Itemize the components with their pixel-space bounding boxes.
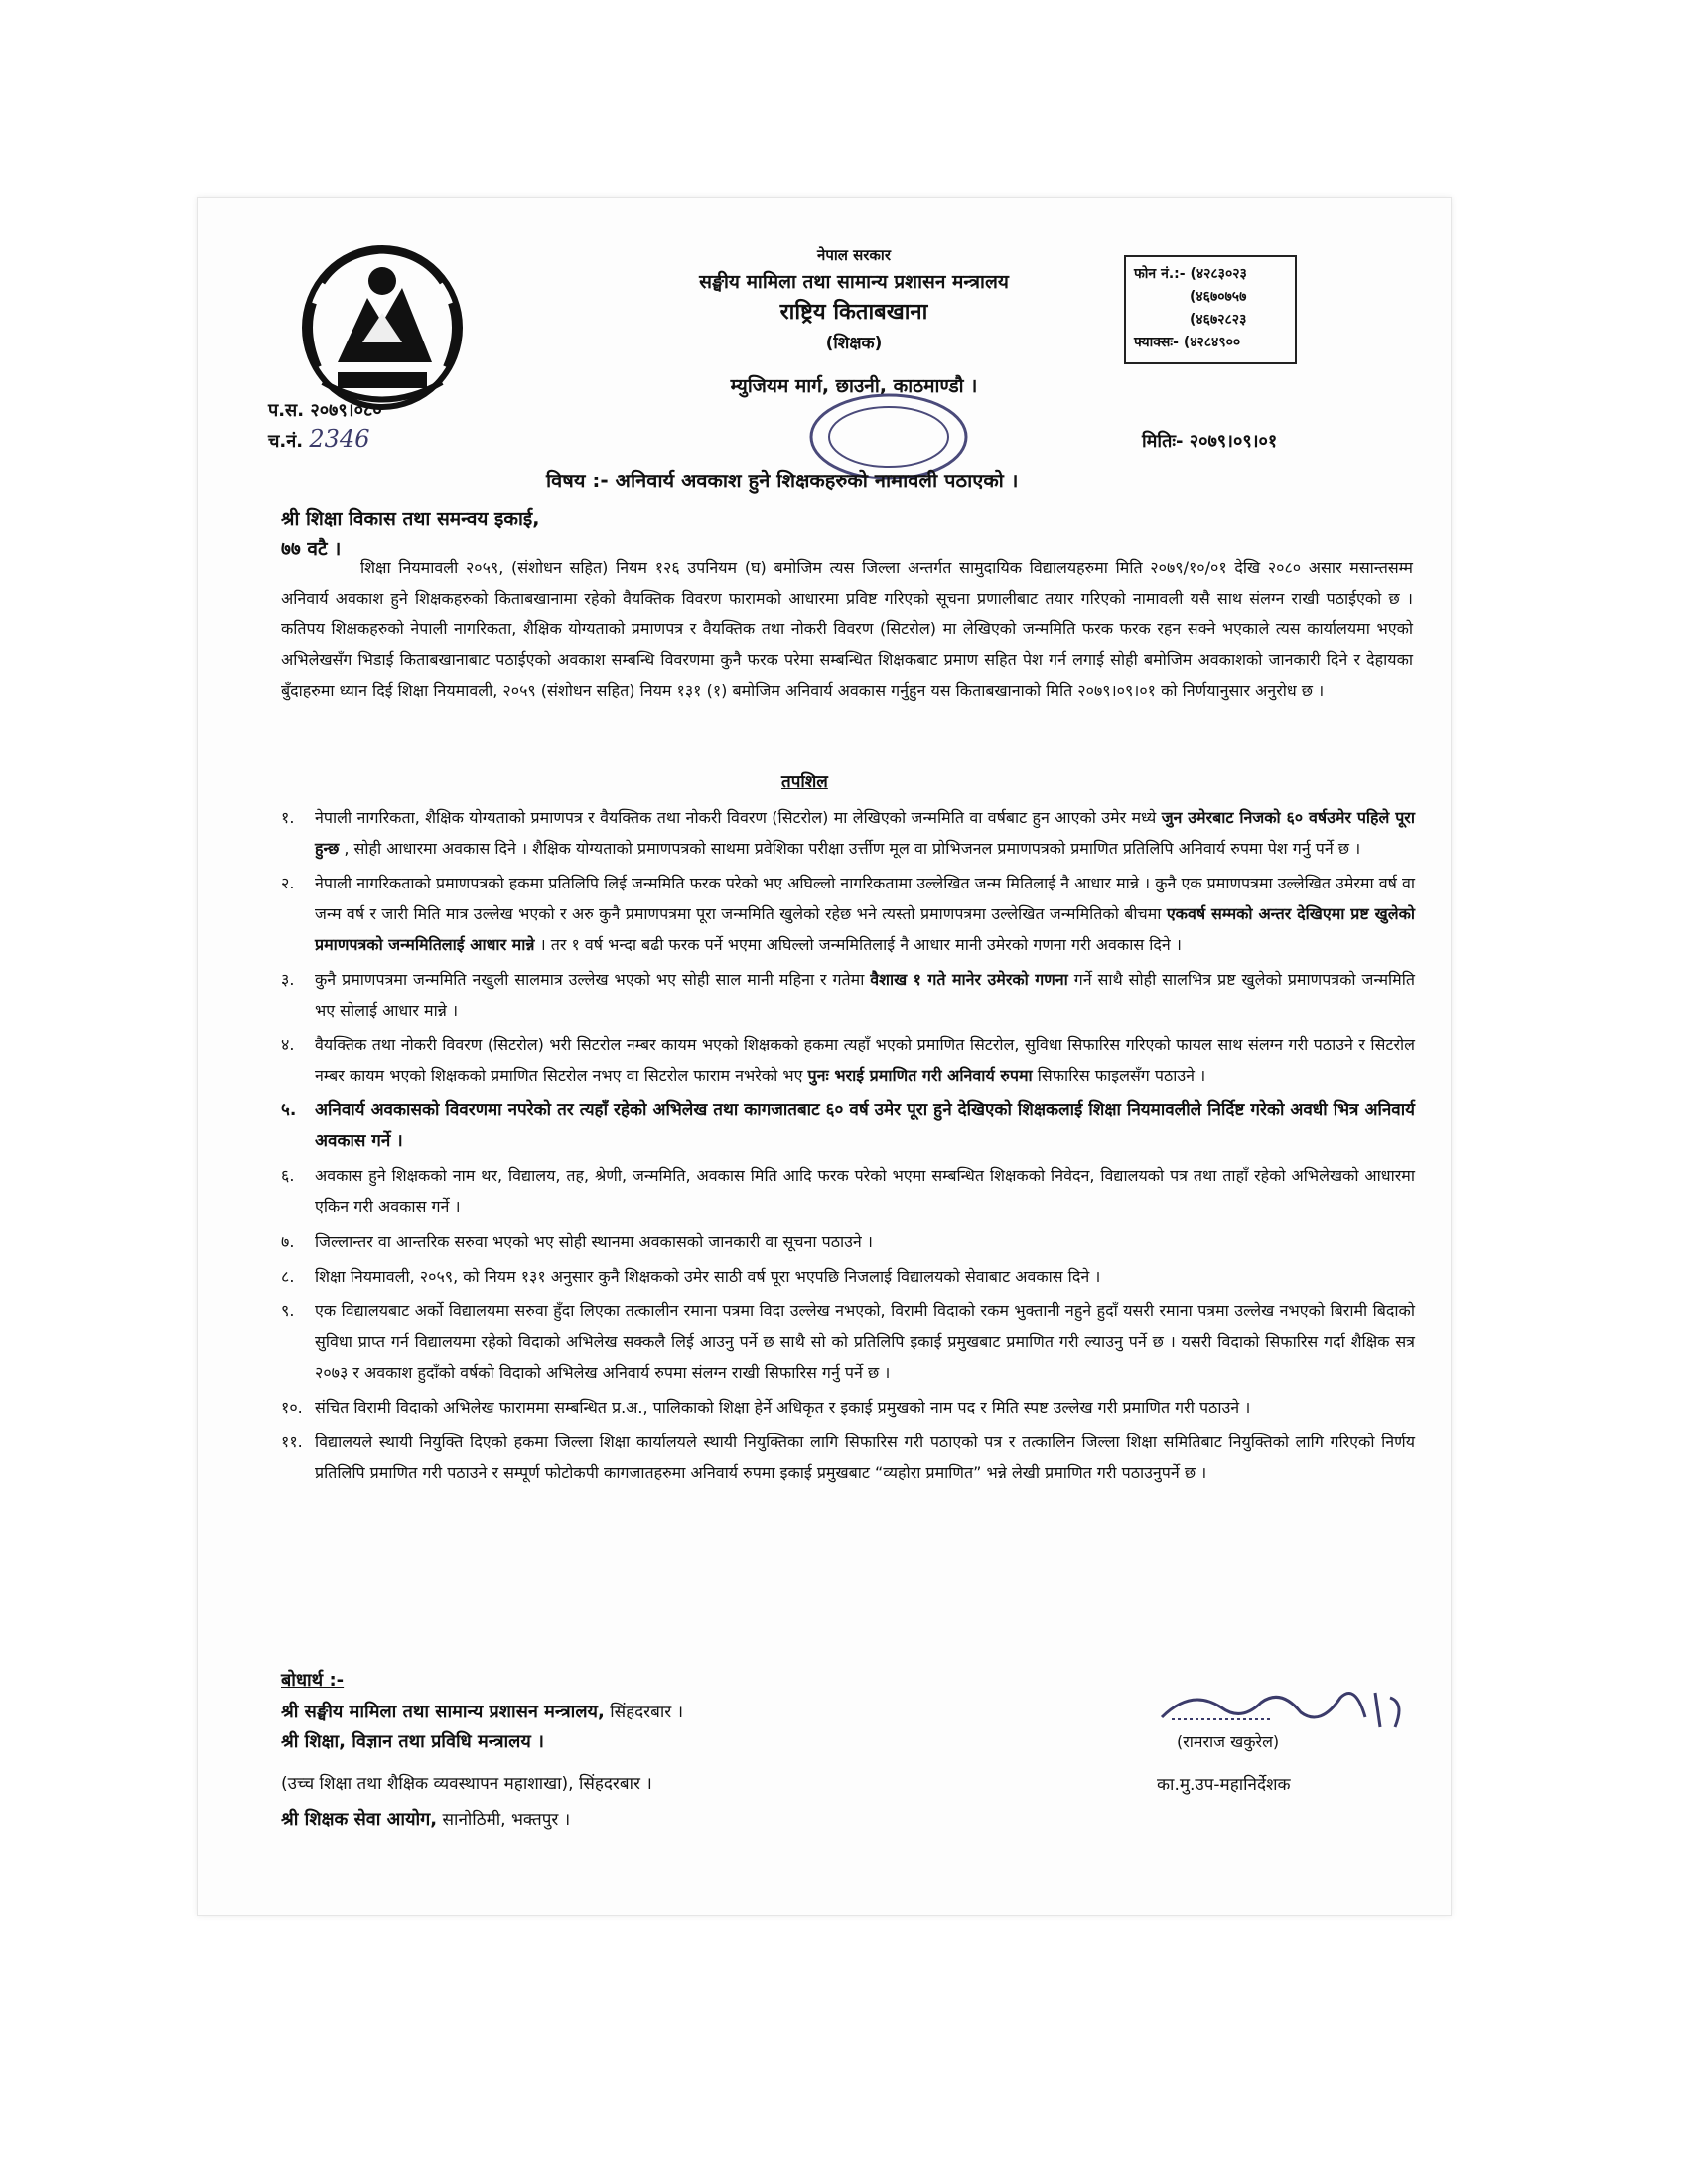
item-text: नेपाली नागरिकता, शैक्षिक योग्यताको प्रमाणपत्र र वैयक्तिक तथा नोकरी विवरण (सिटरोल) मा लेखिएको जन्ममिति वा वर्षबाट हुन आएको उमेर मध्ये: [315, 808, 1162, 827]
item-text: सिफारिस फाइलसँग पठाउने ।: [1032, 1066, 1206, 1085]
body-text: शिक्षा नियमावली २०५९, (संशोधन सहित) नियम १२६ उपनियम (घ) बमोजिम त्यस जिल्ला अन्तर्गत सामुदायिक विद्यालयहरुमा मिति २०७९/१०/०१ देखि २०८० असार मसान्तसम्म अनिवार्य अवकाश हुने शिक्षकहरुको किताबखानामा रहेको वैयक्तिक विवरण फारामको आधारमा प्रविष्ट गरिएको सूचना प्रणालीबाट तयार गरिएको नामावली यसै साथ संलग्न राखी पठाईएको छ । कतिपय शिक्षकहरुको नेपाली नागरिकता, शैक्षिक योग्यताको प्रमाणपत्र र वैयक्तिक तथा नोकरी विवरण (सिटरोल) मा लेखिएको जन्ममिति फरक फरक रहन सक्ने भएकाले त्यस कार्यालयमा भएको अभिलेखसँग भिडाई किताबखानाबाट पठाईएको अवकाश सम्बन्धि विवरणमा कुनै फरक परेमा सम्बन्धित शिक्षकबाट प्रमाण सहित पेश गर्न लगाई सोही बमोजिम अवकाशको जानकारी दिने र देहायका बुँदाहरुमा ध्यान दिई शिक्षा नियमावली, २०५९ (संशोधन सहित) नियम १३१ (१) बमोजिम अनिवार्य अवकास गर्नुहुन यस किताबखानाको मिति २०७९।०९।०१ को निर्णयानुसार अनुरोध छ ।: [281, 558, 1413, 700]
item-number: २.: [281, 874, 295, 892]
instruction-list: [281, 802, 1415, 1492]
nepal-emblem-icon: [283, 243, 482, 412]
reference-block: [268, 397, 382, 456]
list-item: [281, 1261, 1415, 1292]
office-address: म्युजियम मार्ग, छाउनी, काठमाण्डौ ।: [730, 375, 978, 397]
item-number: ३.: [281, 970, 295, 989]
item-text: विद्यालयले स्थायी नियुक्ति दिएको हकमा जिल्ला शिक्षा कार्यालयले स्थायी नियुक्तिका लागि सिफारिस गरी पठाएको पत्र र तत्कालिन जिल्ला शिक्षा समितिबाट नियुक्तिको लागि गरिएको निर्णय प्रतिलिपि प्रमाणित गरी पठाउने र सम्पूर्ण फोटोकपी कागजातहरुमा अनिवार्य रुपमा इकाई प्रमुखबाट “व्यहोरा प्रमाणित” भन्ने लेखी प्रमाणित गरी पठाउनुपर्ने छ ।: [315, 1433, 1415, 1482]
cc-recipient: श्री शिक्षा, विज्ञान तथा प्रविधि मन्त्रालय ।: [281, 1731, 544, 1752]
list-item: [281, 1226, 1415, 1257]
chalani-number: 2346: [309, 425, 370, 453]
contact-box: [1124, 255, 1297, 364]
phone-number: (४६७२८२३: [1190, 312, 1247, 328]
item-number: ५.: [281, 1100, 297, 1120]
item-text: , सोही आधारमा अवकास दिने । शैक्षिक योग्यताको प्रमाणपत्रको साथमा प्रवेशिका परीक्षा उर्त्तीण मूल वा प्रोभिजनल प्रमाणपत्रको प्रमाणित प्रतिलिपि अनिवार्य रुपमा पेश गर्नु पर्ने छ ।: [339, 839, 1361, 858]
cc-list: [281, 1698, 683, 1835]
item-text: । तर १ वर्ष भन्दा बढी फरक पर्ने भएमा अघिल्लो जन्ममितिलाई नै आधार मानी उमेरको गणना गरी अवकास दिने ।: [534, 935, 1182, 954]
item-text: जिल्लान्तर वा आन्तरिक सरुवा भएको भए सोही स्थानमा अवकासको जानकारी वा सूचना पठाउने ।: [315, 1232, 873, 1251]
phone-number: (४२८३०२३: [1190, 266, 1247, 282]
list-item: [281, 1160, 1415, 1222]
list-item: [281, 1029, 1415, 1091]
cc-recipient: श्री शिक्षक सेवा आयोग,: [281, 1809, 438, 1830]
item-number: ४.: [281, 1035, 295, 1054]
addressee-line: श्री शिक्षा विकास तथा समन्वय इकाई,: [281, 508, 540, 530]
item-text-bold: अनिवार्य अवकासको विवरणमा नपरेको तर त्यहाँ रहेको अभिलेख तथा कागजातबाट ६० वर्ष उमेर पूरा हुने देखिएको शिक्षकलाई शिक्षा नियमावलीले निर्दिष्ट गरेको अवधी भित्र अनिवार्य अवकास गर्ने ।: [315, 1100, 1415, 1151]
ministry-name: सङ्घीय मामिला तथा सामान्य प्रशासन मन्त्रालय: [699, 271, 1009, 293]
item-text: शिक्षा नियमावली, २०५९, को नियम १३१ अनुसार कुनै शिक्षकको उमेर साठी वर्ष पूरा भएपछि निजलाई विद्यालयको सेवाबाट अवकास दिने ।: [315, 1267, 1101, 1286]
item-text: गर्ने साथै सोही सालभित्र प्रष्ट खुलेको प्रमाणपत्रको जन्ममिति भए सोलाई आधार मान्ने ।: [315, 970, 1415, 1020]
list-item: [281, 802, 1415, 864]
list-item: [281, 964, 1415, 1025]
office-subtitle: (शिक्षक): [825, 334, 883, 353]
item-number: ११.: [281, 1433, 303, 1451]
list-item: [281, 1392, 1415, 1423]
item-text-bold: जुन उमेरबाट निजको ६० वर्षउमेर पहिले पूरा हुन्छ: [315, 808, 1415, 858]
phone-label: फोन नं.:-: [1134, 266, 1186, 282]
item-number: १.: [281, 808, 295, 827]
cc-line: [281, 1805, 683, 1835]
signatory-name: (रामराज खकुरेल): [1177, 1732, 1280, 1751]
cc-location: सानोठिमी, भक्तपुर ।: [437, 1810, 571, 1830]
patra-sankhya: प.स. २०७९।०८०: [268, 400, 382, 421]
signatory-title: का.मु.उप-महानिर्देशक: [1157, 1775, 1291, 1795]
body-paragraph: [281, 552, 1413, 706]
item-text: अवकास हुने शिक्षकको नाम थर, विद्यालय, तह, श्रेणी, जन्ममिति, अवकास मिति आदि फरक परेको भएमा सम्बन्धित शिक्षकको निवेदन, विद्यालयको पत्र तथा ताहाँ रहेको अभिलेखको आधारमा एकिन गरी अवकास गर्ने ।: [315, 1166, 1415, 1216]
item-text: कुनै प्रमाणपत्रमा जन्ममिति नखुली सालमात्र उल्लेख भएको भए सोही साल मानी महिना र गतेमा: [315, 970, 871, 989]
list-item: [281, 1427, 1415, 1488]
item-text: संचित विरामी विदाको अभिलेख फाराममा सम्बन्धित प्र.अ., पालिकाको शिक्षा हेर्ने अधिकृत र इकाई प्रमुखको नाम पद र मिति स्पष्ट उल्लेख गरी प्रमाणित गरी पठाउने ।: [315, 1398, 1251, 1417]
letter-date: मितिः- २०७९।०९।०१: [1142, 431, 1278, 452]
chalani-label: च.नं.: [268, 431, 304, 452]
bodharth-heading: बोधार्थ :-: [281, 1670, 345, 1691]
item-number: ६.: [281, 1166, 295, 1185]
tapsil-heading: तपशिल: [781, 772, 828, 792]
office-name: राष्ट्रिय किताबखाना: [779, 300, 928, 325]
signature-icon: [1152, 1678, 1410, 1737]
cc-line: [281, 1698, 683, 1727]
addressee-line: ७७ वटै ।: [281, 538, 342, 560]
list-item: [281, 868, 1415, 960]
item-number: ८.: [281, 1267, 295, 1286]
cc-recipient: श्री सङ्घीय मामिला तथा सामान्य प्रशासन मन्त्रालय,: [281, 1702, 605, 1722]
list-item: [281, 1095, 1415, 1157]
fax-number: (४२८४९००: [1183, 335, 1241, 350]
item-text-bold: एकवर्ष सम्मको अन्तर देखिएमा प्रष्ट खुलेको प्रमाणपत्रको जन्ममितिलाई आधार मान्ने: [315, 904, 1416, 954]
item-number: ९.: [281, 1301, 295, 1320]
phone-number: (४६७०७५७: [1190, 289, 1247, 305]
cc-line: [281, 1727, 683, 1757]
letterhead: [596, 243, 1112, 402]
item-text-bold: पुनः भराई प्रमाणित गरी अनिवार्य रुपमा: [807, 1066, 1033, 1085]
cc-line: [281, 1769, 683, 1799]
fax-label: फ्याक्सः-: [1134, 335, 1179, 350]
item-number: ७.: [281, 1232, 295, 1251]
item-text-bold: वैशाख १ गते मानेर उमेरको गणना: [870, 970, 1068, 989]
item-text: एक विद्यालयबाट अर्को विद्यालयमा सरुवा हुँदा लिएका तत्कालीन रमाना पत्रमा विदा उल्लेख नभएको, विरामी विदाको रकम भुक्तानी नहुने हुदाँ यसरी रमाना पत्रमा उल्लेख नभएको बिरामी बिदाको सुविधा प्राप्त गर्न विद्यालयमा रहेको विदाको अभिलेख सक्कलै लिई आउनु पर्ने छ साथै सो को प्रतिलिपि इकाई प्रमुखबाट प्रमाणित गरी ल्याउनु पर्ने छ । यसरी विदाको सिफारिस गर्दा शैक्षिक सत्र २०७३ र अवकाश हुदाँको वर्षको विदाको अभिलेख अनिवार्य रुपमा संलग्न राखी सिफारिस गर्नु पर्ने छ ।: [315, 1301, 1415, 1382]
cc-location: सिंहदरबार ।: [604, 1703, 684, 1722]
item-text: नेपाली नागरिकताको प्रमाणपत्रको हकमा प्रतिलिपि लिई जन्ममिति फरक परेको भए अघिल्लो नागरिकतामा उल्लेखित जन्म मितिलाई नै आधार मान्ने । कुनै एक प्रमाणपत्रमा उल्लेखित उमेरमा वर्ष वा जन्म वर्ष र जारी मिति मात्र उल्लेख भएको र अरु कुनै प्रमाणपत्रमा पूरा जन्ममिति खुलेको रहेछ भने त्यस्तो प्रमाणपत्रमा उल्लेखित जन्ममितिको बीचमा: [315, 874, 1415, 923]
item-text: वैयक्तिक तथा नोकरी विवरण (सिटरोल) भरी सिटरोल नम्बर कायम भएको शिक्षकको हकमा त्यहाँ भएको प्रमाणित सिटरोल, सुविधा सिफारिस गरिएको फायल साथ संलग्न गरी पठाउने र सिटरोल नम्बर कायम भएको शिक्षकको प्रमाणित सिटरोल नभए वा सिटरोल फाराम नभरेको भए: [315, 1035, 1415, 1085]
item-number: १०.: [281, 1398, 303, 1417]
list-item: [281, 1296, 1415, 1388]
government-name: नेपाल सरकार: [817, 246, 891, 264]
cc-location: (उच्च शिक्षा तथा शैक्षिक व्यवस्थापन महाशाखा), सिंहदरबार ।: [281, 1774, 652, 1794]
subject-line: विषय :- अनिवार्य अवकाश हुने शिक्षकहरुको नामावली पठाएको ।: [546, 469, 1019, 492]
